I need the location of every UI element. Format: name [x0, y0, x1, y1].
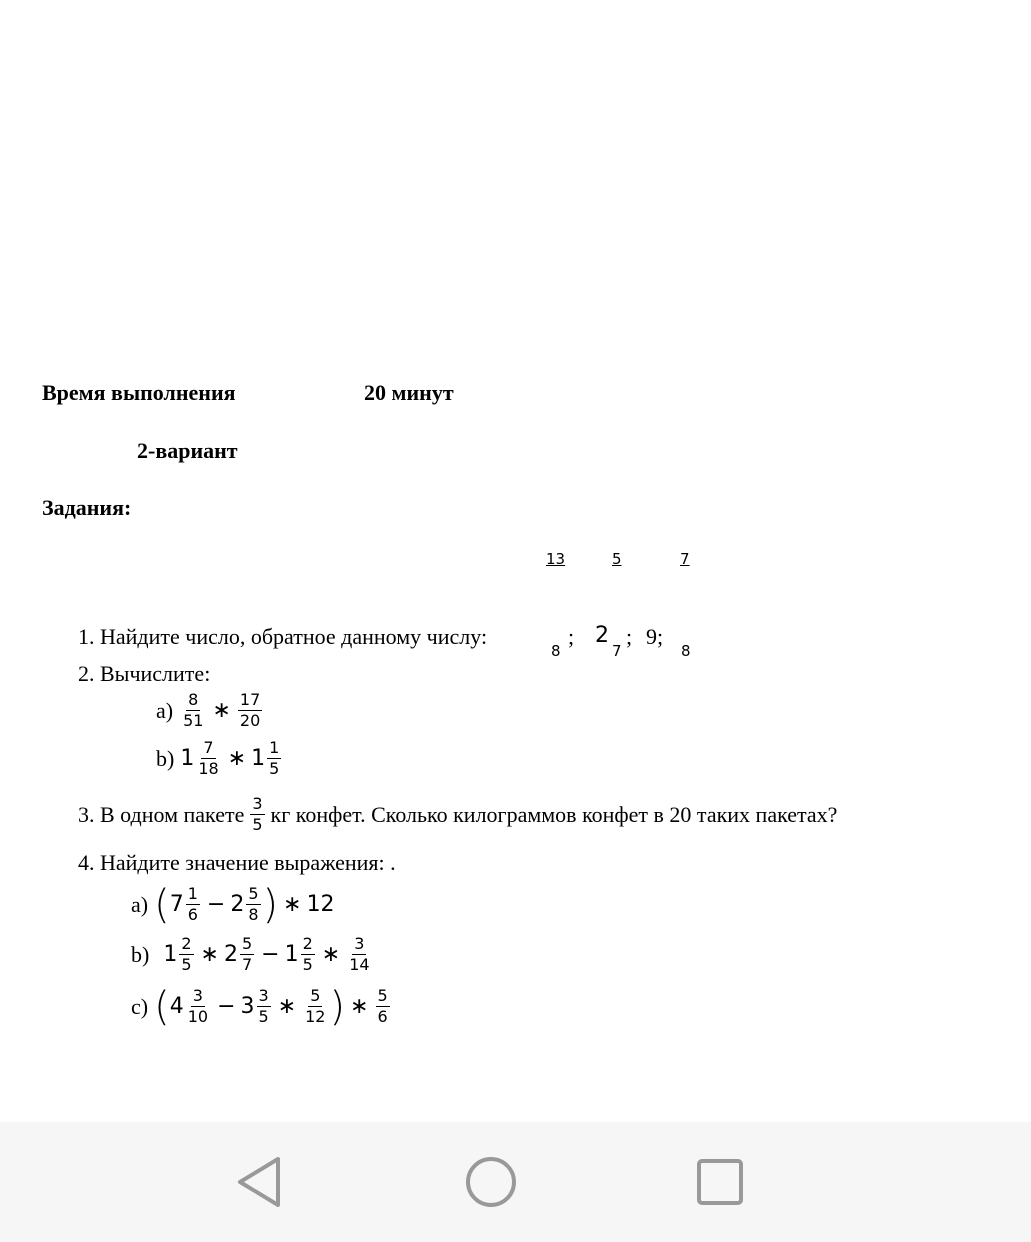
- task3-fraction: $\frac{3}{5}$: [252, 794, 263, 834]
- task1-text: 1. Найдите число, обратное данному числу:: [78, 624, 488, 649]
- fraction: $\frac{5}{6}$: [377, 986, 388, 1026]
- time-label: Время выполнения: [42, 380, 236, 405]
- fraction: $\frac{3}{5}$: [258, 986, 269, 1026]
- operator: −: [206, 892, 226, 917]
- task4-b-expression: [131, 934, 374, 975]
- operator: ∗: [350, 994, 369, 1019]
- whole-number: 3: [240, 994, 255, 1019]
- task1-separator: ;: [568, 624, 575, 649]
- fraction: $\frac{17}{20}$: [239, 690, 261, 730]
- task1-frac2-denominator: 7: [612, 642, 622, 660]
- fraction: $\frac{2}{5}$: [302, 934, 313, 974]
- task4-text: 4. Найдите значение выражения: .: [78, 850, 396, 875]
- navigation-bar: [0, 1122, 1031, 1242]
- whole-number: 7: [169, 892, 184, 917]
- tasks-label: Задания:: [42, 495, 132, 520]
- task1-whole: 2: [595, 623, 609, 648]
- task2-a-label: a): [156, 697, 174, 723]
- whole-number: 4: [169, 994, 184, 1019]
- home-button[interactable]: [461, 1152, 521, 1212]
- task1-frac1-denominator: 8: [551, 642, 561, 660]
- whole-number: 2: [223, 942, 238, 967]
- fraction: $\frac{8}{51}$: [183, 690, 204, 730]
- task1-frac4-numerator: 7: [680, 550, 690, 568]
- task3-text-before: 3. В одном пакете: [78, 801, 245, 827]
- whole-number: 1: [284, 942, 299, 967]
- whole-number: 1: [163, 942, 178, 967]
- variant-title: 2-вариант: [137, 438, 238, 463]
- operator: ∗: [200, 942, 219, 967]
- task1-frac4-denominator: 8: [681, 642, 691, 660]
- task2-text: 2. Вычислите:: [78, 661, 211, 686]
- recents-button[interactable]: [690, 1152, 750, 1212]
- back-button[interactable]: [230, 1152, 290, 1212]
- task1-number: 9;: [646, 624, 664, 649]
- fraction: $\frac{1}{5}$: [269, 738, 280, 778]
- time-value: 20 минут: [364, 380, 454, 405]
- task1-separator: ;: [626, 624, 633, 649]
- operator: −: [217, 994, 236, 1019]
- task4-c-label: c): [131, 993, 149, 1019]
- fraction: $\frac{3}{14}$: [349, 934, 370, 974]
- task2-b-expression: [156, 738, 283, 779]
- fraction: $\frac{5}{7}$: [241, 934, 253, 974]
- fraction: $\frac{7}{18}$: [198, 738, 219, 778]
- operator: ∗: [283, 892, 302, 917]
- whole-number: 1: [251, 746, 266, 771]
- fraction: $\frac{1}{6}$: [187, 884, 198, 924]
- whole-number: 2: [230, 892, 245, 917]
- task4-c-expression: [131, 983, 392, 1030]
- operator: ∗: [212, 698, 231, 723]
- task4-a-label: a): [131, 891, 149, 917]
- operator: ∗: [277, 994, 297, 1019]
- home-circle-icon: [461, 1152, 521, 1212]
- number: 12: [306, 892, 335, 917]
- close-paren: ): [262, 881, 279, 928]
- recents-square-icon: [690, 1152, 750, 1212]
- fraction: $\frac{5}{8}$: [248, 884, 259, 924]
- task1-frac2-numerator: 5: [612, 550, 622, 568]
- whole-number: 1: [180, 746, 195, 771]
- close-paren: ): [329, 983, 346, 1030]
- open-paren: (: [154, 983, 170, 1030]
- task4-a-expression: [131, 881, 335, 928]
- operator: ∗: [321, 942, 341, 967]
- task2-a-expression: [156, 690, 264, 731]
- task3-text-after: кг конфет. Сколько килограммов конфет в 20 таких пакетах?: [270, 801, 838, 827]
- operator: ∗: [227, 746, 247, 771]
- task1-frac1-numerator: 13: [546, 550, 566, 568]
- task4-b-label: b): [131, 941, 150, 967]
- fraction: $\frac{5}{12}$: [305, 986, 326, 1026]
- task2-b-label: b): [156, 745, 175, 771]
- fraction: $\frac{2}{5}$: [181, 934, 192, 974]
- open-paren: (: [154, 881, 170, 928]
- operator: −: [261, 942, 280, 967]
- task3-line: [78, 794, 837, 835]
- back-triangle-icon: [230, 1152, 290, 1212]
- fraction: $\frac{3}{10}$: [187, 986, 209, 1026]
